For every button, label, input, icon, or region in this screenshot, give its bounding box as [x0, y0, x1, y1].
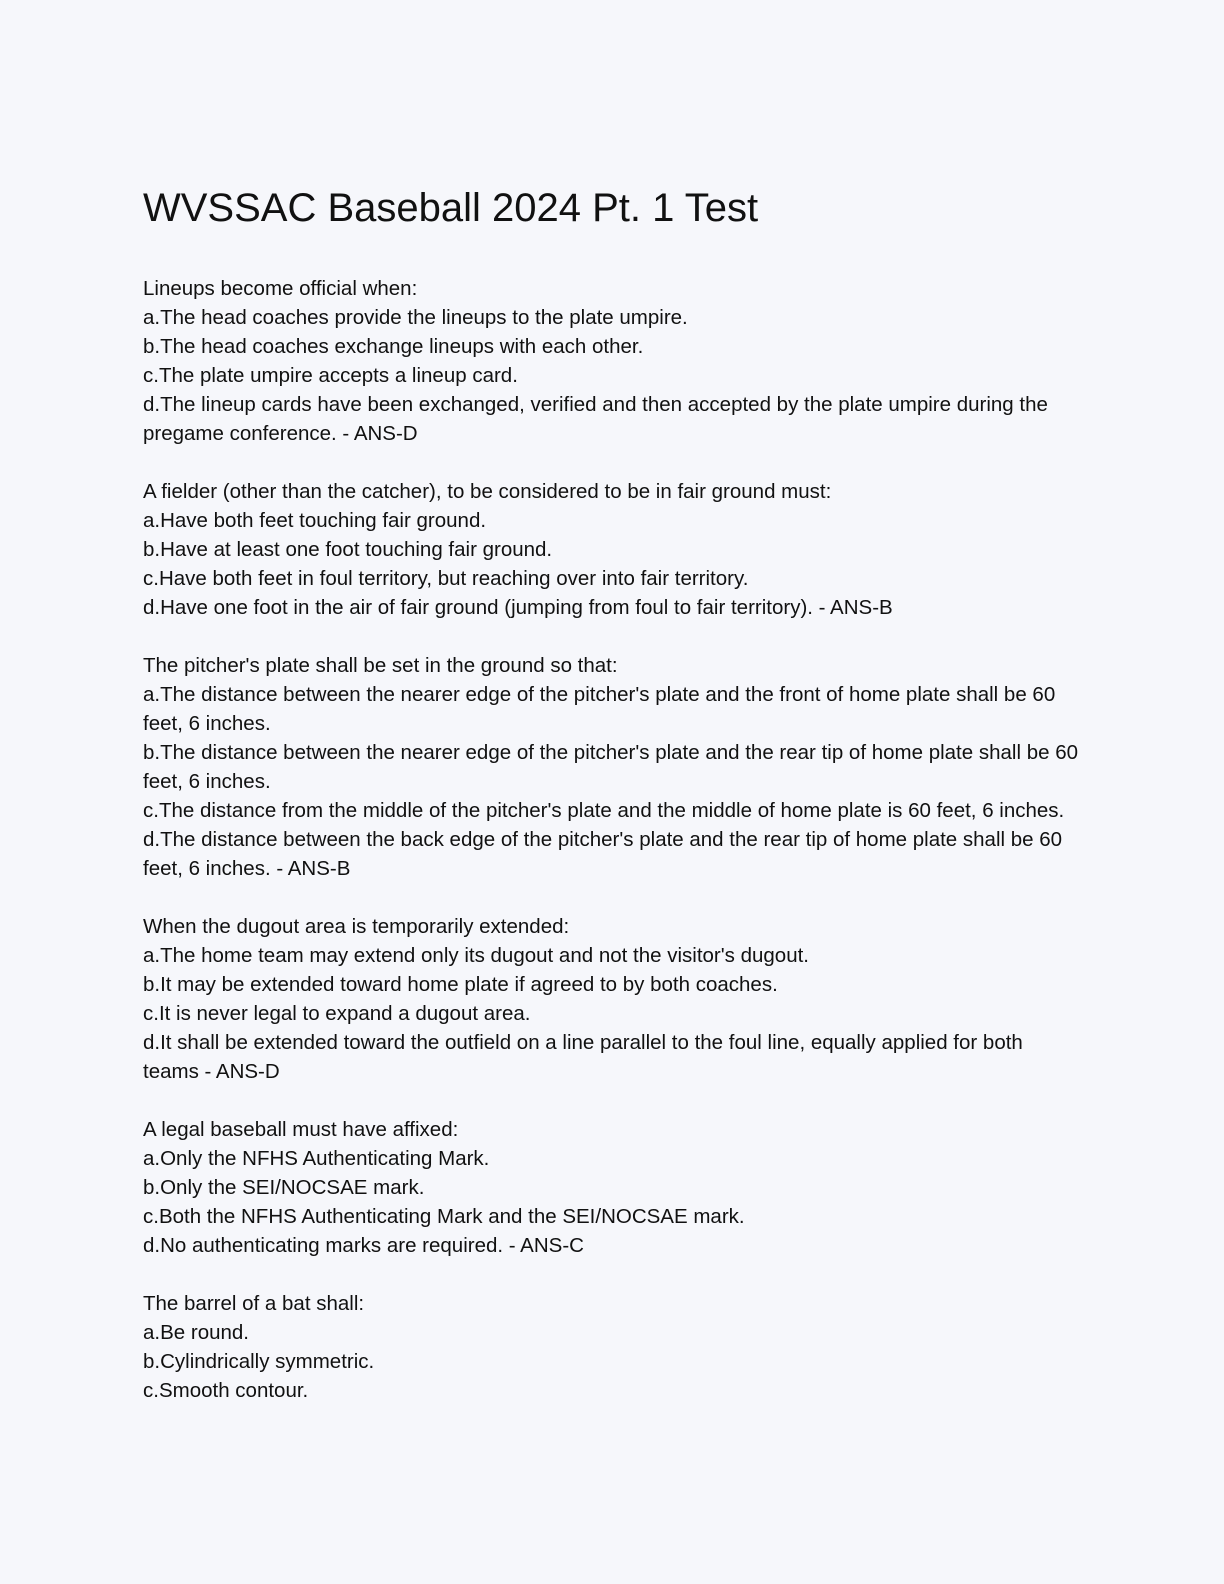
answer-option-b: b.The head coaches exchange lineups with each other. [143, 335, 644, 358]
answer-option-d: d.Have one foot in the air of fair ground (jumping from foul to fair territory). - ANS-B [143, 596, 893, 619]
answer-option-d: d.It shall be extended toward the outfield on a line parallel to the foul line, equally applied for both teams - ANS-D [143, 1031, 1023, 1083]
answer-option-d: d.No authenticating marks are required. - ANS-C [143, 1234, 584, 1257]
answer-option-c: c.It is never legal to expand a dugout area. [143, 1002, 531, 1025]
question-prompt: The barrel of a bat shall: [143, 1292, 365, 1315]
answer-option-a: a.Have both feet touching fair ground. [143, 509, 487, 532]
question-2 [143, 477, 1083, 622]
answer-option-a: a.The home team may extend only its dugout and not the visitor's dugout. [143, 944, 809, 967]
answer-option-c: c.The distance from the middle of the pitcher's plate and the middle of home plate is 60 feet, 6 inches. [143, 799, 1065, 822]
answer-option-c: c.Smooth contour. [143, 1379, 309, 1402]
question-1 [143, 274, 1083, 448]
question-prompt: A fielder (other than the catcher), to be considered to be in fair ground must: [143, 480, 832, 503]
answer-option-d: d.The lineup cards have been exchanged, verified and then accepted by the plate umpire during the pregame conference. - ANS-D [143, 393, 1048, 445]
question-prompt: A legal baseball must have affixed: [143, 1118, 459, 1141]
question-3 [143, 651, 1083, 883]
answer-option-b: b.Only the SEI/NOCSAE mark. [143, 1176, 425, 1199]
question-list [143, 274, 1083, 1434]
question-4 [143, 912, 1083, 1086]
answer-option-a: a.The head coaches provide the lineups to the plate umpire. [143, 306, 688, 329]
answer-option-b: b.Have at least one foot touching fair ground. [143, 538, 553, 561]
answer-option-c: c.Both the NFHS Authenticating Mark and the SEI/NOCSAE mark. [143, 1205, 745, 1228]
answer-option-b: b.Cylindrically symmetric. [143, 1350, 375, 1373]
answer-option-a: a.Be round. [143, 1321, 249, 1344]
answer-option-c: c.The plate umpire accepts a lineup card. [143, 364, 518, 387]
question-5 [143, 1115, 1083, 1260]
answer-option-d: d.The distance between the back edge of the pitcher's plate and the rear tip of home plate shall be 60 feet, 6 inches. - ANS-B [143, 828, 1063, 880]
answer-option-b: b.It may be extended toward home plate if agreed to by both coaches. [143, 973, 778, 996]
question-prompt: Lineups become official when: [143, 277, 418, 300]
answer-option-b: b.The distance between the nearer edge of the pitcher's plate and the rear tip of home plate shall be 60 feet, 6 inches. [143, 741, 1079, 793]
question-prompt: The pitcher's plate shall be set in the ground so that: [143, 654, 618, 677]
document-title: WVSSAC Baseball 2024 Pt. 1 Test [143, 186, 759, 230]
question-prompt: When the dugout area is temporarily extended: [143, 915, 570, 938]
question-6 [143, 1289, 1083, 1405]
answer-option-a: a.The distance between the nearer edge of the pitcher's plate and the front of home plate shall be 60 feet, 6 inches. [143, 683, 1056, 735]
answer-option-c: c.Have both feet in foul territory, but reaching over into fair territory. [143, 567, 749, 590]
answer-option-a: a.Only the NFHS Authenticating Mark. [143, 1147, 490, 1170]
